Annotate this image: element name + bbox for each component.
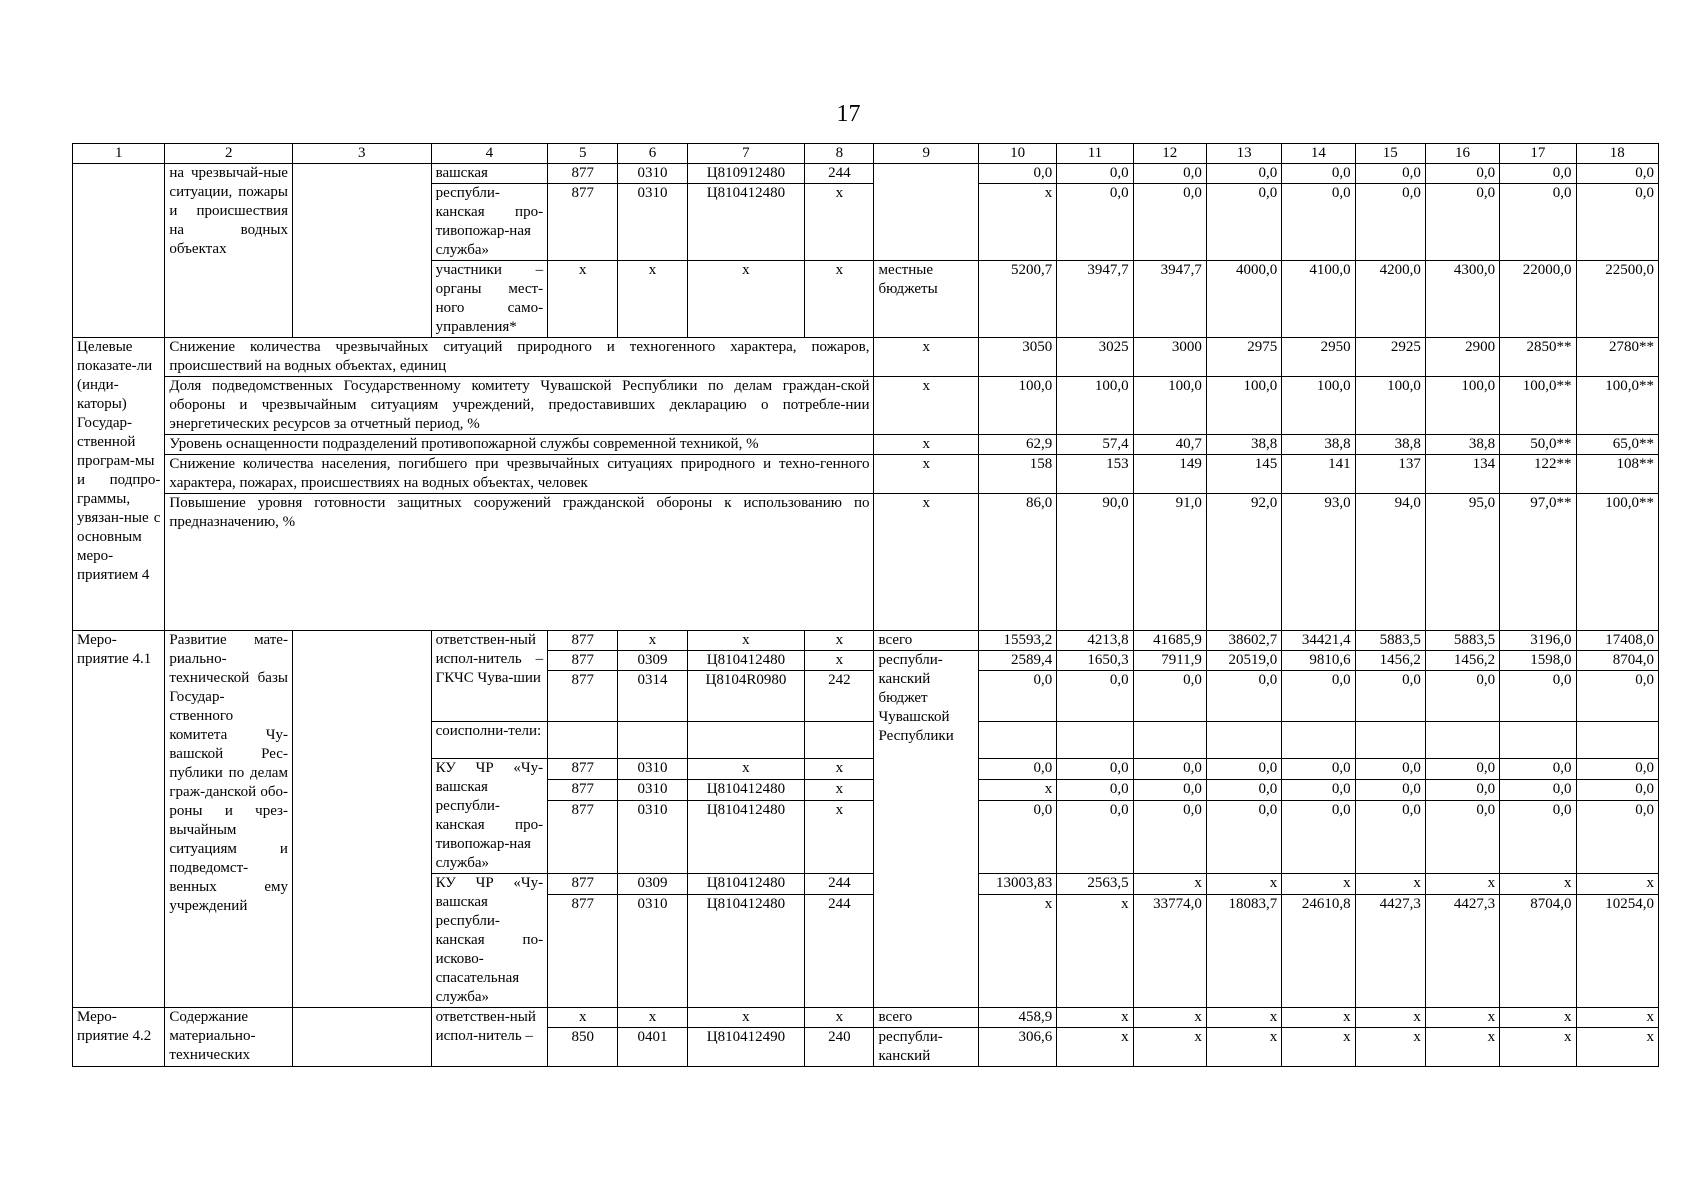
value-cell: 38,8 [1425,435,1499,455]
value-cell: x [1282,1008,1355,1028]
column-header: 18 [1576,144,1659,164]
source-cell: x [874,494,978,631]
value-cell: 134 [1425,455,1499,494]
value-cell: 0,0 [1425,801,1499,874]
source-cell: республи-канский [874,1028,978,1067]
value-cell: 22500,0 [1576,261,1659,338]
value-cell: x [1206,1028,1281,1067]
source-cell: всего [874,1008,978,1028]
value-cell: 100,0** [1576,377,1659,435]
code-cell: x [805,780,874,801]
value-cell: 97,0** [1500,494,1576,631]
executor-cell: КУ ЧР «Чу-вашская республи-канская по-исково-спасательная служба» [431,874,548,1008]
source-cell: x [874,435,978,455]
value-cell: x [1057,1008,1133,1028]
value-cell: 0,0 [1057,164,1133,184]
code-cell: 0310 [618,801,687,874]
code-cell: x [805,631,874,651]
value-cell: 0,0 [1282,801,1355,874]
value-cell: 40,7 [1133,435,1206,455]
value-cell: 0,0 [1500,184,1576,261]
value-cell: 100,0 [978,377,1056,435]
value-cell: 0,0 [1133,164,1206,184]
value-cell: 90,0 [1057,494,1133,631]
value-cell: 0,0 [1425,759,1499,780]
indicator-row [73,455,1659,494]
value-cell: 5200,7 [978,261,1056,338]
value-cell: x [1425,1008,1499,1028]
value-cell: 0,0 [1576,780,1659,801]
value-cell: 2850** [1500,338,1576,377]
value-cell: 0,0 [1425,164,1499,184]
value-cell: 0,0 [1133,780,1206,801]
value-cell: 306,6 [978,1028,1056,1067]
code-cell: x [687,261,805,338]
code-cell: Ц810412490 [687,1028,805,1067]
code-cell: x [805,651,874,671]
value-cell: x [1576,874,1659,895]
indicators-label: Целевые показате-ли (инди-каторы) Государ-ственной програм-мы и подпро-граммы, увязан-ные с основным меро-приятием 4 [73,338,165,631]
value-cell: 92,0 [1206,494,1281,631]
column-header: 15 [1355,144,1425,164]
indicator-row [73,435,1659,455]
empty-cell [1500,722,1576,759]
code-cell: Ц810412480 [687,651,805,671]
table-row [73,164,1659,184]
code-cell: 850 [548,1028,618,1067]
code-cell: x [805,1008,874,1028]
value-cell: 38,8 [1282,435,1355,455]
code-cell: Ц810412480 [687,780,805,801]
code-cell: 244 [805,895,874,1008]
empty-cell [1206,722,1281,759]
value-cell: 0,0 [1500,759,1576,780]
column-header: 12 [1133,144,1206,164]
value-cell: 100,0 [1355,377,1425,435]
table-row [73,1008,1659,1028]
empty-cell [1057,722,1133,759]
value-cell: 50,0** [1500,435,1576,455]
code-cell: 877 [548,631,618,651]
value-cell: 0,0 [1282,184,1355,261]
value-cell: 91,0 [1133,494,1206,631]
value-cell: 0,0 [978,164,1056,184]
empty-cell [1576,722,1659,759]
value-cell: 4100,0 [1282,261,1355,338]
indicator-text: Снижение количества чрезвычайных ситуаций природного и техногенного характера, пожаров, происшествий на водных объектах, единиц [165,338,874,377]
code-cell: Ц810412480 [687,801,805,874]
column-header: 17 [1500,144,1576,164]
column-header: 6 [618,144,687,164]
empty-cell [548,722,618,759]
column-header: 5 [548,144,618,164]
column-header: 16 [1425,144,1499,164]
value-cell: 5883,5 [1355,631,1425,651]
value-cell: 3050 [978,338,1056,377]
empty-cell [292,1008,431,1067]
value-cell: 108** [1576,455,1659,494]
value-cell: 0,0 [978,671,1056,722]
budget-table [72,143,1659,1067]
value-cell: 0,0 [1133,671,1206,722]
value-cell: 100,0** [1576,494,1659,631]
empty-cell [292,631,431,1008]
value-cell: 86,0 [978,494,1056,631]
empty-cell [292,164,431,338]
value-cell: 100,0 [1057,377,1133,435]
code-cell: 240 [805,1028,874,1067]
indicator-row [73,338,1659,377]
column-header: 4 [431,144,548,164]
column-header: 9 [874,144,978,164]
value-cell: 0,0 [1057,184,1133,261]
column-header: 8 [805,144,874,164]
value-cell: 33774,0 [1133,895,1206,1008]
value-cell: 18083,7 [1206,895,1281,1008]
empty-cell [1282,722,1355,759]
code-cell: 242 [805,671,874,722]
value-cell: 137 [1355,455,1425,494]
value-cell: 4000,0 [1206,261,1281,338]
value-cell: x [1133,874,1206,895]
value-cell: x [1057,895,1133,1008]
code-cell: 877 [548,801,618,874]
code-cell: 0310 [618,759,687,780]
page-number: 17 [836,101,861,127]
empty-cell [687,722,805,759]
code-cell: 0314 [618,671,687,722]
value-cell: 0,0 [1206,671,1281,722]
value-cell: x [1355,1008,1425,1028]
value-cell: x [1355,874,1425,895]
value-cell: 8704,0 [1500,895,1576,1008]
value-cell: 0,0 [1206,801,1281,874]
value-cell: 93,0 [1282,494,1355,631]
empty-cell [805,722,874,759]
value-cell: x [1282,874,1355,895]
empty-cell [618,722,687,759]
value-cell: 2589,4 [978,651,1056,671]
code-cell: x [805,184,874,261]
value-cell: 3000 [1133,338,1206,377]
code-cell: x [805,801,874,874]
value-cell: 141 [1282,455,1355,494]
value-cell: 24610,8 [1282,895,1355,1008]
code-cell: 877 [548,780,618,801]
source-cell: x [874,338,978,377]
code-cell: 877 [548,671,618,722]
column-header: 14 [1282,144,1355,164]
indicator-text: Снижение количества населения, погибшего при чрезвычайных ситуациях природного и техно-генного характера, пожарах, происшествиях на водных объектах, человек [165,455,874,494]
value-cell: 0,0 [1500,801,1576,874]
value-cell: 2925 [1355,338,1425,377]
value-cell: 22000,0 [1500,261,1576,338]
value-cell: 1456,2 [1355,651,1425,671]
value-cell: 2563,5 [1057,874,1133,895]
value-cell: 0,0 [1500,780,1576,801]
code-cell: 0309 [618,874,687,895]
value-cell: 0,0 [1282,759,1355,780]
value-cell: 41685,9 [1133,631,1206,651]
code-cell: x [687,759,805,780]
code-cell: Ц810412480 [687,895,805,1008]
code-cell: x [618,1008,687,1028]
value-cell: 94,0 [1355,494,1425,631]
value-cell: 17408,0 [1576,631,1659,651]
empty-cell [978,722,1056,759]
value-cell: 65,0** [1576,435,1659,455]
value-cell: x [978,780,1056,801]
code-cell: 877 [548,759,618,780]
code-cell: 0309 [618,651,687,671]
value-cell: 149 [1133,455,1206,494]
value-cell: 0,0 [1282,671,1355,722]
indicator-text: Уровень оснащенности подразделений противопожарной службы современной техникой, % [165,435,874,455]
value-cell: x [1133,1008,1206,1028]
value-cell: 20519,0 [1206,651,1281,671]
value-cell: 38,8 [1355,435,1425,455]
source-cell: местные бюджеты [874,261,978,338]
value-cell: 3947,7 [1057,261,1133,338]
code-cell: Ц8104R0980 [687,671,805,722]
value-cell: 158 [978,455,1056,494]
value-cell: 0,0 [1425,671,1499,722]
empty-cell [1355,722,1425,759]
code-cell: Ц810412480 [687,874,805,895]
column-header: 13 [1206,144,1281,164]
code-cell: 0310 [618,895,687,1008]
value-cell: 0,0 [1355,164,1425,184]
value-cell: 10254,0 [1576,895,1659,1008]
value-cell: 0,0 [1206,164,1281,184]
executor-cell: соисполни-тели: [431,722,548,759]
executor-cell: ответствен-ный испол-нитель – ГКЧС Чува-шии [431,631,548,722]
value-cell: 5883,5 [1425,631,1499,651]
value-cell: 57,4 [1057,435,1133,455]
value-cell: 8704,0 [1576,651,1659,671]
value-cell: 9810,6 [1282,651,1355,671]
value-cell: 2950 [1282,338,1355,377]
value-cell: 0,0 [1576,759,1659,780]
value-cell: 0,0 [1057,759,1133,780]
value-cell: x [1133,1028,1206,1067]
value-cell: 0,0 [1425,184,1499,261]
value-cell: 4427,3 [1425,895,1499,1008]
code-cell: 877 [548,651,618,671]
code-cell: 877 [548,874,618,895]
value-cell: 0,0 [1206,780,1281,801]
event-label: Меро-приятие 4.1 [73,631,165,1008]
value-cell: 1456,2 [1425,651,1499,671]
code-cell: 877 [548,895,618,1008]
value-cell: 7911,9 [1133,651,1206,671]
value-cell: 0,0 [1282,164,1355,184]
event-name: на чрезвычай-ные ситуации, пожары и происшествия на водных объектах [165,164,293,338]
value-cell: 122** [1500,455,1576,494]
indicator-text: Доля подведомственных Государственному комитету Чувашской Республики по делам граждан-ской обороны и чрезвычайным ситуациям учреждений, предоставивших декларацию о потребле-нии энергетических ресурсов за отчетный период, % [165,377,874,435]
value-cell: 0,0 [1355,184,1425,261]
value-cell: 13003,83 [978,874,1056,895]
value-cell: x [1206,1008,1281,1028]
header-row [73,144,1659,164]
empty-cell [73,164,165,338]
value-cell: 0,0 [978,801,1056,874]
value-cell: 4300,0 [1425,261,1499,338]
value-cell: x [1425,874,1499,895]
value-cell: 0,0 [1133,801,1206,874]
event-name: Содержание материально-технических [165,1008,293,1067]
value-cell: 100,0 [1282,377,1355,435]
value-cell: 4213,8 [1057,631,1133,651]
code-cell: x [805,759,874,780]
value-cell: x [1500,1028,1576,1067]
empty-cell [1425,722,1499,759]
value-cell: 3947,7 [1133,261,1206,338]
value-cell: 0,0 [1355,759,1425,780]
indicator-row [73,377,1659,435]
value-cell: x [1425,1028,1499,1067]
code-cell: x [687,631,805,651]
value-cell: x [1576,1008,1659,1028]
value-cell: x [1057,1028,1133,1067]
value-cell: 0,0 [1576,164,1659,184]
value-cell: 0,0 [1355,801,1425,874]
code-cell: x [548,1008,618,1028]
value-cell: 100,0 [1133,377,1206,435]
value-cell: 0,0 [1206,759,1281,780]
code-cell: Ц810412480 [687,184,805,261]
value-cell: 100,0 [1425,377,1499,435]
code-cell: 244 [805,874,874,895]
value-cell: 100,0** [1500,377,1576,435]
code-cell: 0401 [618,1028,687,1067]
value-cell: 100,0 [1206,377,1281,435]
value-cell: 34421,4 [1282,631,1355,651]
value-cell: 4427,3 [1355,895,1425,1008]
value-cell: x [1576,1028,1659,1067]
value-cell: 2780** [1576,338,1659,377]
value-cell: 38,8 [1206,435,1281,455]
code-cell: Ц810912480 [687,164,805,184]
indicator-text: Повышение уровня готовности защитных сооружений гражданской обороны к использованию по предназначению, % [165,494,874,631]
code-cell: x [618,631,687,651]
code-cell: 0310 [618,184,687,261]
source-cell: республи-канский бюджет Чувашской Республики [874,651,978,1008]
executor-cell: участники – органы мест-ного само-управления* [431,261,548,338]
value-cell: 0,0 [1576,184,1659,261]
executor-cell: республи-канская про-тивопожар-ная служба» [431,184,548,261]
value-cell: 0,0 [1500,671,1576,722]
value-cell: 0,0 [1057,671,1133,722]
value-cell: 0,0 [1133,184,1206,261]
value-cell: 0,0 [1355,780,1425,801]
value-cell: x [1282,1028,1355,1067]
value-cell: 0,0 [1282,780,1355,801]
value-cell: 0,0 [1057,801,1133,874]
value-cell: 2975 [1206,338,1281,377]
value-cell: 0,0 [978,759,1056,780]
source-cell: всего [874,631,978,651]
code-cell: 0310 [618,780,687,801]
executor-cell: КУ ЧР «Чу-вашская республи-канская про-тивопожар-ная служба» [431,759,548,874]
empty-cell [1133,722,1206,759]
source-cell: x [874,455,978,494]
value-cell: 2900 [1425,338,1499,377]
value-cell: 0,0 [1057,780,1133,801]
column-header: 3 [292,144,431,164]
column-header: 7 [687,144,805,164]
value-cell: x [978,184,1056,261]
code-cell: x [687,1008,805,1028]
source-cell: x [874,377,978,435]
value-cell: x [1500,874,1576,895]
column-header: 11 [1057,144,1133,164]
value-cell: 458,9 [978,1008,1056,1028]
value-cell: 0,0 [1133,759,1206,780]
value-cell: 3196,0 [1500,631,1576,651]
value-cell: x [978,895,1056,1008]
value-cell: 95,0 [1425,494,1499,631]
code-cell: 244 [805,164,874,184]
value-cell: 153 [1057,455,1133,494]
value-cell: 145 [1206,455,1281,494]
value-cell: x [1500,1008,1576,1028]
executor-cell: ответствен-ный испол-нитель – [431,1008,548,1067]
column-header: 2 [165,144,293,164]
value-cell: 4200,0 [1355,261,1425,338]
executor-cell: вашская [431,164,548,184]
value-cell: 62,9 [978,435,1056,455]
code-cell: x [618,261,687,338]
value-cell: 1598,0 [1500,651,1576,671]
value-cell: x [1206,874,1281,895]
value-cell: 15593,2 [978,631,1056,651]
value-cell: 0,0 [1425,780,1499,801]
value-cell: 3025 [1057,338,1133,377]
column-header: 1 [73,144,165,164]
column-header: 10 [978,144,1056,164]
source-cell [874,164,978,261]
event-name: Развитие мате-риально-технической базы Государ-ственного комитета Чу-вашской Рес-публики по делам граж-данской обо-роны и чрез-вычайным ситуациям и подведомст-венных ему учреждений [165,631,293,1008]
value-cell: 0,0 [1576,801,1659,874]
code-cell: 877 [548,184,618,261]
event-label: Меро-приятие 4.2 [73,1008,165,1067]
value-cell: 0,0 [1500,164,1576,184]
code-cell: x [548,261,618,338]
value-cell: x [1355,1028,1425,1067]
value-cell: 0,0 [1206,184,1281,261]
code-cell: 0310 [618,164,687,184]
indicator-row [73,494,1659,631]
value-cell: 38602,7 [1206,631,1281,651]
value-cell: 0,0 [1576,671,1659,722]
code-cell: 877 [548,164,618,184]
value-cell: 1650,3 [1057,651,1133,671]
code-cell: x [805,261,874,338]
table-row [73,631,1659,651]
value-cell: 0,0 [1355,671,1425,722]
